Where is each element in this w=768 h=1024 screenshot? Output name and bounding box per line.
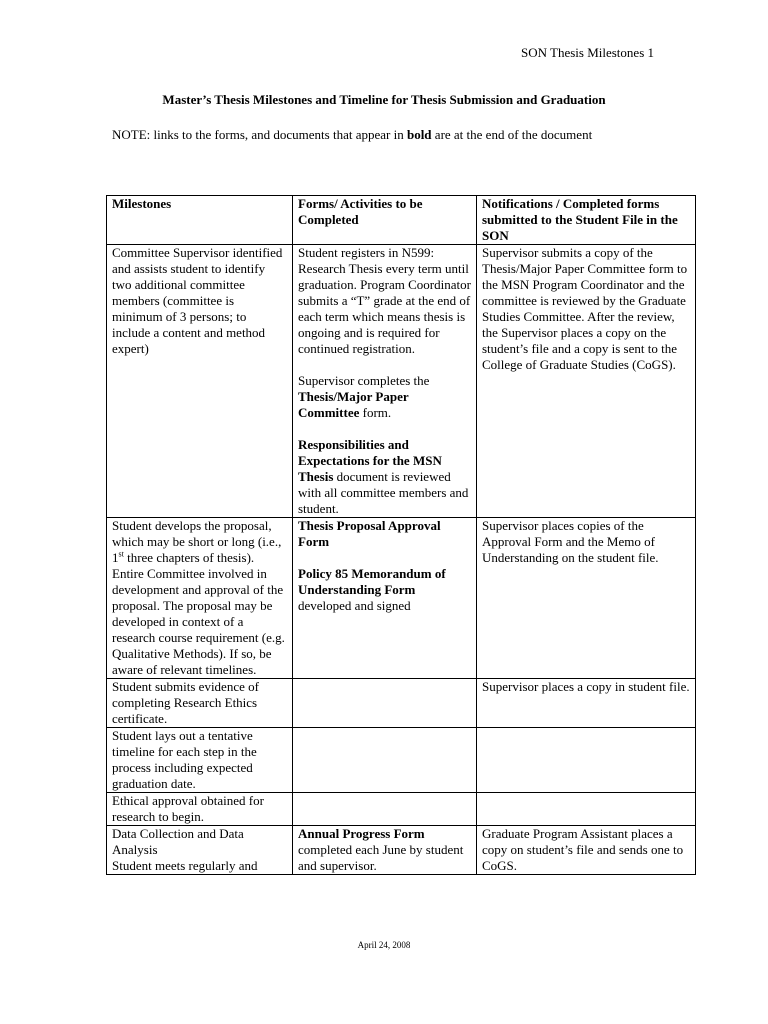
forms-text-plain: Supervisor completes the (298, 373, 430, 388)
milestone-text: Student meets regularly and (112, 858, 258, 873)
column-header-notifications: Notifications / Completed forms submitted to the Student File in the SON (477, 196, 696, 245)
form-link-responsibilities: Responsibilities and Expectations for the MSN Thesis (298, 437, 442, 484)
forms-text (298, 437, 471, 517)
table-row (107, 793, 696, 826)
footer-date: April 24, 2008 (357, 940, 411, 950)
table-header-row (107, 196, 696, 245)
forms-cell (293, 793, 477, 826)
milestones-table (106, 195, 696, 875)
notification-cell: Supervisor places copies of the Approval Form and the Memo of Understanding on the student file. (477, 518, 696, 679)
forms-cell (293, 518, 477, 679)
milestone-cell (107, 518, 293, 679)
form-link-committee: Thesis/Major Paper Committee (298, 389, 409, 420)
milestone-text: Student develops the proposal, which may be short or long (i.e., 1 (112, 518, 282, 565)
table-row (107, 518, 696, 679)
forms-cell (293, 245, 477, 518)
column-header-milestones: Milestones (107, 196, 293, 245)
milestone-cell: Committee Supervisor identified and assists student to identify two additional committee members (committee is minimum of 3 persons; to include a content and method expert) (107, 245, 293, 518)
milestone-cell (107, 826, 293, 875)
form-link-proposal-approval: Thesis Proposal Approval Form (298, 518, 441, 549)
forms-cell (293, 728, 477, 793)
notification-cell: Supervisor submits a copy of the Thesis/Major Paper Committee form to the MSN Program Coordinator and the committee is reviewed by the Graduate Studies Committee. After the review, the Supervisor places a copy on the student’s file and a copy is sent to the College of Graduate Studies (CoGS). (477, 245, 696, 518)
milestone-cell: Student lays out a tentative timeline for each step in the process including expected graduation date. (107, 728, 293, 793)
milestone-text: three chapters of thesis). Entire Committee involved in development and approval of the proposal. The proposal may be developed in context of a research course requirement (e.g. Qualitative Methods). If so, be aware of relevant timelines. (112, 550, 285, 677)
notification-cell (477, 793, 696, 826)
note-bold-word: bold (406, 127, 432, 142)
forms-text-plain: completed each June by student and supervisor. (298, 842, 464, 873)
form-link-annual-progress: Annual Progress Form (298, 826, 425, 841)
note-paragraph (112, 126, 632, 144)
note-suffix: are at the end of the document (431, 127, 593, 142)
table-row (107, 679, 696, 728)
column-header-forms: Forms/ Activities to be Completed (293, 196, 477, 245)
milestone-text: Data Collection and Data Analysis (112, 826, 244, 857)
forms-text: Student registers in N599: Research Thesis every term until graduation. Program Coordinator submits a “T” grade at the end of each term which means thesis is ongoing and is required for continued registration. (298, 245, 471, 356)
forms-cell (293, 679, 477, 728)
forms-text (298, 566, 471, 614)
notification-cell: Graduate Program Assistant places a copy on student’s file and sends one to CoGS. (477, 826, 696, 875)
notification-cell: Supervisor places a copy in student file. (477, 679, 696, 728)
forms-cell (293, 826, 477, 875)
running-head: SON Thesis Milestones 1 (520, 45, 654, 60)
note-prefix: NOTE: links to the forms, and documents that appear in (112, 127, 407, 142)
forms-text-plain: document is reviewed with all committee members and student. (298, 469, 469, 516)
milestone-cell: Student submits evidence of completing Research Ethics certificate. (107, 679, 293, 728)
table-row (107, 826, 696, 875)
forms-text-plain: developed and signed (298, 598, 411, 613)
notification-cell (477, 728, 696, 793)
document-title: Master’s Thesis Milestones and Timeline for Thesis Submission and Graduation (162, 92, 606, 107)
forms-text-plain: form. (359, 405, 392, 420)
table-row (107, 245, 696, 518)
milestone-cell: Ethical approval obtained for research to begin. (107, 793, 293, 826)
forms-text (298, 373, 471, 421)
form-link-policy-85: Policy 85 Memorandum of Understanding Form (298, 566, 446, 597)
ordinal-superscript: st (118, 549, 124, 559)
table-row (107, 728, 696, 793)
